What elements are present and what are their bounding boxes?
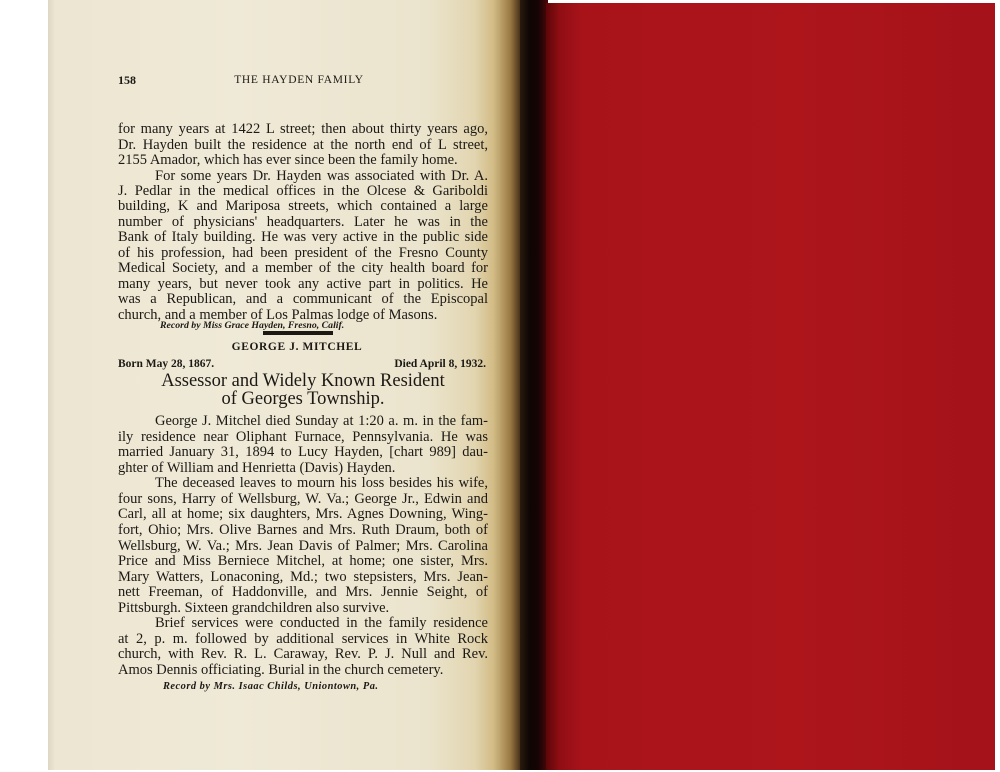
- text-line: church, with Rev. R. L. Caraway, Rev. P. J. Null and Rev.: [118, 646, 488, 663]
- text-line: 2155 Amador, which has ever since been the family home.: [118, 152, 458, 169]
- running-head: THE HAYDEN FAMILY: [234, 74, 364, 86]
- text-line: Medical Society, and a member of the city health board for: [118, 260, 488, 277]
- paragraph: [118, 169, 488, 323]
- death-date: Died April 8, 1932.: [394, 358, 486, 370]
- text-line: Wellsburg, W. Va.; Mrs. Jean Davis of Palmer; Mrs. Carolina: [118, 537, 488, 554]
- text-line: Brief services were conducted in the family residence: [155, 615, 488, 632]
- life-dates: [118, 357, 486, 372]
- paragraph: [118, 476, 488, 616]
- text-line: Carl, all at home; six daughters, Mrs. Agnes Downing, Wing-: [118, 506, 488, 523]
- headline-line: Assessor and Widely Known Resident: [161, 371, 445, 391]
- record-attribution: Record by Mrs. Isaac Childs, Uniontown, Pa.: [163, 681, 379, 692]
- text-line: J. Pedlar in the medical offices in the Olcese & Gariboldi: [118, 183, 488, 200]
- article-hayden-continued: [118, 122, 488, 323]
- text-line: fort, Ohio; Mrs. Olive Barnes and Mrs. Ruth Draum, both of: [118, 522, 488, 539]
- text-line: For some years Dr. Hayden was associated with Dr. A.: [155, 167, 488, 184]
- text-line: ily residence near Oliphant Furnace, Pennsylvania. He was: [118, 428, 488, 445]
- text-line: Price and Miss Berniece Mitchel, at home; one sister, Mrs.: [118, 553, 488, 570]
- section-divider: [263, 331, 333, 335]
- text-line: Mary Watters, Lonaconing, Md.; two stepsisters, Mrs. Jean-: [118, 568, 488, 585]
- text-line: at 2, p. m. followed by additional services in White Rock: [118, 630, 488, 647]
- text-line: four sons, Harry of Wellsburg, W. Va.; George Jr., Edwin and: [118, 490, 488, 507]
- birth-date: Born May 28, 1867.: [118, 358, 215, 370]
- paragraph: [118, 414, 488, 476]
- text-line: was a Republican, and a communicant of the Episcopal: [118, 291, 488, 308]
- text-line: Dr. Hayden built the residence at the north end of L street,: [118, 136, 488, 153]
- text-line: for many years at 1422 L street; then about thirty years ago,: [118, 121, 488, 138]
- text-line: Bank of Italy building. He was very active in the public side: [118, 229, 488, 246]
- article-mitchel-obituary: [118, 414, 488, 678]
- text-line: George J. Mitchel died Sunday at 1:20 a. m. in the fam-: [155, 413, 488, 430]
- paragraph: [118, 616, 488, 678]
- obituary-name: GEORGE J. MITCHEL: [231, 341, 363, 353]
- text-line: number of physicians' headquarters. Later he was in the: [118, 213, 488, 230]
- text-line: married January 31, 1894 to Lucy Hayden, [chart 989] dau-: [118, 444, 488, 461]
- text-line: Pittsburgh. Sixteen grandchildren also survive.: [118, 599, 390, 616]
- text-line: church, and a member of Los Palmas lodge of Masons.: [118, 306, 438, 323]
- text-line: building, K and Mariposa streets, which contained a large: [118, 198, 488, 215]
- red-back-cover: [546, 3, 995, 770]
- headline-line: of Georges Township.: [221, 389, 385, 409]
- page-number: 158: [118, 73, 136, 87]
- paragraph: [118, 122, 488, 168]
- text-line: ghter of William and Henrietta (Davis) Hayden.: [118, 459, 396, 476]
- text-line: Amos Dennis officiating. Burial in the church cemetery.: [118, 661, 444, 678]
- record-attribution: Record by Miss Grace Hayden, Fresno, Calif.: [160, 320, 345, 331]
- book-gutter-shadow: [520, 0, 548, 770]
- text-line: many years, but never took any active part in politics. He: [118, 275, 488, 292]
- text-line: of his profession, had been president of the Fresno County: [118, 244, 488, 261]
- text-line: The deceased leaves to mourn his loss besides his wife,: [155, 475, 488, 492]
- text-line: nett Freeman, of Haddonville, and Mrs. Jennie Seight, of: [118, 584, 488, 601]
